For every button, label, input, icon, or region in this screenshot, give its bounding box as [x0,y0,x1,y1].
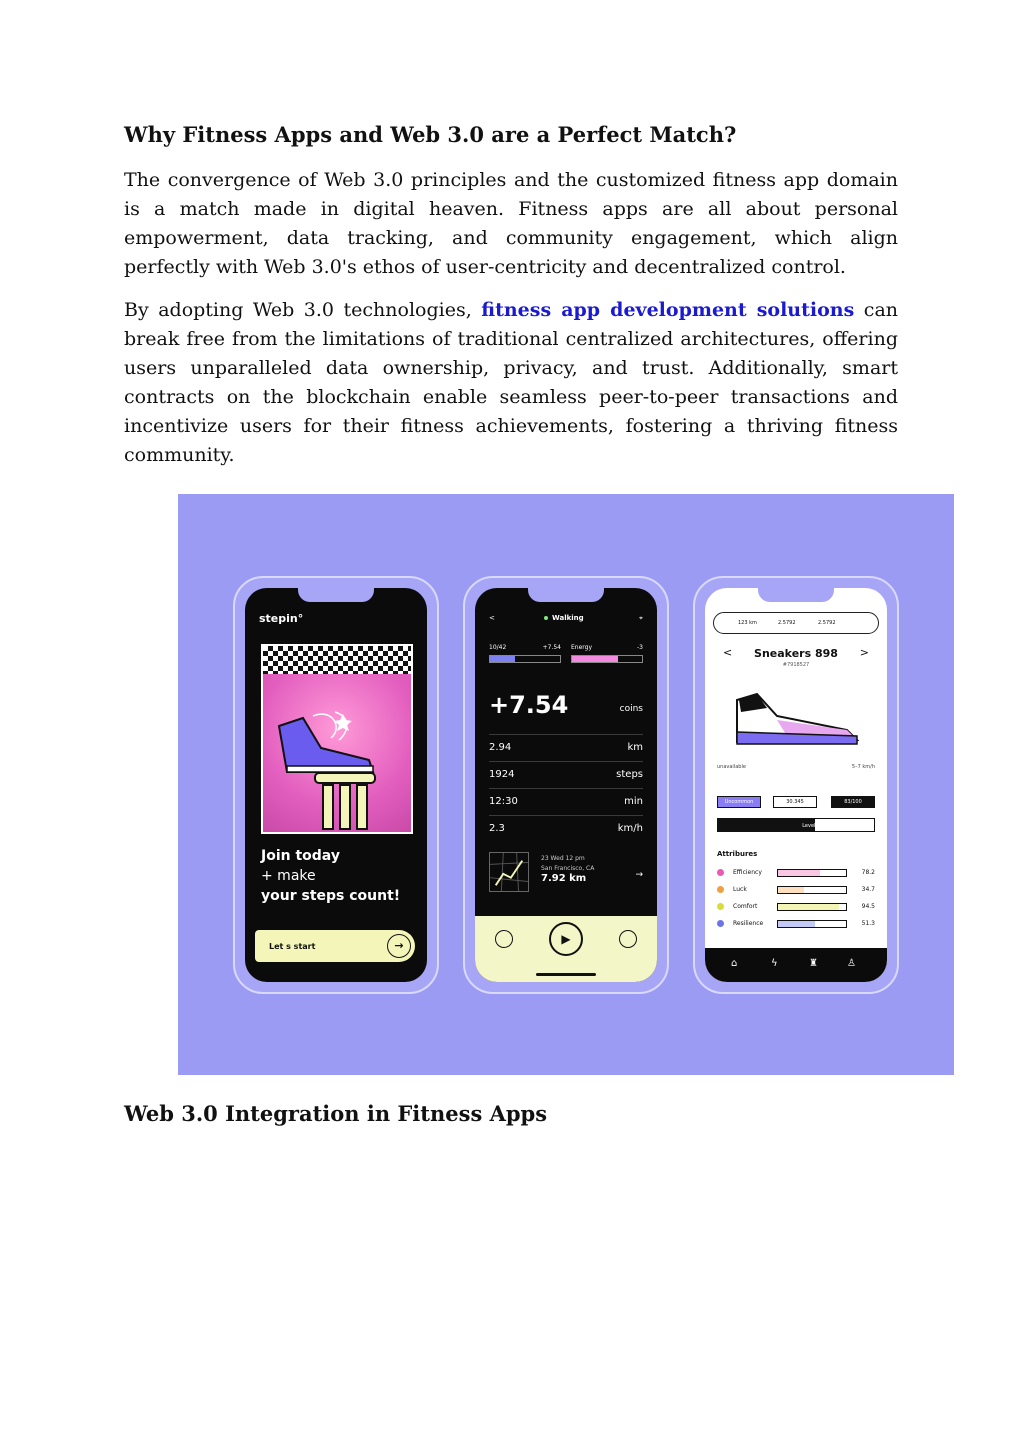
phone-notch [758,588,834,602]
lets-start-button[interactable] [255,930,415,962]
energy-stat-label: Energy [571,644,593,651]
target-icon[interactable] [495,930,513,948]
attribute-name: Efficiency [733,869,762,876]
attribute-row [717,919,875,929]
resilience-icon [717,920,724,927]
energy-stat [571,644,643,663]
next-sneaker-icon[interactable]: > [859,646,869,659]
attribute-name: Comfort [733,903,758,910]
section-heading-integration: Web 3.0 Integration in Fitness Apps [124,1101,548,1126]
route-map-icon [489,852,529,892]
availability-label: unavailable [717,764,746,770]
fitness-app-development-link[interactable]: fitness app development solutions [481,299,855,321]
metric-row [489,734,643,761]
market-tab-icon[interactable]: ♜ [809,958,818,969]
join-headline [261,846,400,906]
shoe-stat-label: 10/42 [489,644,507,651]
attribute-fill [778,921,815,927]
metric-row [489,788,643,815]
sneaker-id: #7918527 [782,662,810,668]
attribute-value: 94.5 [861,903,875,910]
attribute-value: 51.3 [861,920,875,927]
rarity-badge: Uncommon [717,796,761,808]
coins-value: +7.54 [489,691,569,719]
metric-unit: steps [616,769,643,780]
walking-controls [475,916,657,982]
shoe-stat-delta: +7.54 [542,644,561,651]
sneaker-image [727,680,867,750]
onboarding-screen [245,588,427,982]
route-distance: 7.92 km [541,873,587,884]
walking-mode-label: Walking [544,614,584,622]
paragraph-convergence: The convergence of Web 3.0 principles and the customized fitness app domain is a match made in digital heaven. Fitness apps are all about personal empowerment, data tracking, and community engagement, which align perfectly with Web 3.0's ethos of user-centricity and decentralized control. [124,169,898,278]
attribute-track [777,903,847,911]
route-arrow-icon[interactable]: → [635,870,643,880]
metric-value: 2.94 [489,742,512,753]
app-logo: stepin° [259,612,304,625]
durability-badge: 83/100 [831,796,875,808]
join-line: Join today [261,848,340,864]
play-button[interactable]: ▶ [549,922,583,956]
energy-tab-icon[interactable]: ϟ [771,958,778,969]
metric-value: 2.3 [489,823,505,834]
comfort-icon [717,903,724,910]
phone-onboarding [233,576,439,994]
level-fill [718,819,815,831]
sneaker-tags [717,796,875,808]
attribute-track [777,920,847,928]
route-date: 23 Wed 12 pm [541,855,585,862]
prev-sneaker-icon[interactable]: < [723,646,733,659]
home-tab-icon[interactable]: ⌂ [731,958,738,969]
metric-unit: km/h [617,823,643,834]
phone-walking [463,576,669,994]
paragraph-adopting [124,296,898,470]
attribute-name: Resilience [733,920,764,927]
steps-line: your steps count! [261,888,401,904]
energy-stat-bar [571,655,643,663]
make-line: + make [261,868,316,884]
sneaker-icon [273,708,383,778]
route-city: San Francisco, CA [541,865,595,872]
fitness-app-illustration [178,494,954,1075]
attribute-fill [778,904,839,910]
attribute-track [777,886,847,894]
attribute-row [717,902,875,912]
stats-icon[interactable] [619,930,637,948]
shoe-stat [489,644,561,663]
phone-sneaker-detail [693,576,899,994]
sneaker-screen [705,588,887,982]
attribute-row [717,885,875,895]
attribute-track [777,869,847,877]
level-bar [717,818,875,832]
phone-notch [528,588,604,602]
pillar-icon [313,771,377,831]
paragraph-adopting-start: By adopting Web 3.0 technologies, [124,299,482,321]
level-label: Level 12 [802,823,824,829]
wallet-balance-green: 2.5792 [818,620,836,626]
metric-row [489,761,643,788]
profile-tab-icon[interactable]: ♙ [847,958,856,969]
attribute-value: 34.7 [861,886,875,893]
back-icon[interactable]: < [489,614,495,622]
arrow-right-icon: → [387,934,411,958]
wallet-balance-pink: 2.5792 [778,620,796,626]
settings-icon[interactable]: ⌖ [639,614,643,622]
speed-range: 5–7 km/h [851,764,875,770]
efficiency-icon [717,869,724,876]
shoe-stat-fill [490,656,515,662]
sneaker-artwork [261,644,413,834]
coins-label: coins [619,704,643,714]
bottom-tab-bar [705,948,887,982]
wallet-bar [713,612,879,634]
metric-unit: min [624,796,643,807]
attributes-heading: Attribures [717,850,758,858]
metric-value: 1924 [489,769,515,780]
walking-screen [475,588,657,982]
price-badge: 30.345 [773,796,817,808]
attribute-row [717,868,875,878]
home-indicator [536,973,596,976]
metric-row [489,815,643,842]
shoe-stat-bar [489,655,561,663]
checkerboard-pattern [263,646,411,674]
attribute-value: 78.2 [861,869,875,876]
attribute-fill [778,887,804,893]
sneaker-title: Sneakers 898 [754,647,838,660]
attribute-name: Luck [733,886,747,893]
energy-stat-delta: -3 [637,644,643,651]
lets-start-label: Let s start [269,942,316,951]
wallet-distance: 123 km [738,620,757,626]
phone-notch [298,588,374,602]
metric-unit: km [627,742,643,753]
paragraph-adopting-end: can break free from the limitations of traditional centralized architectures, offering users unparalleled data ownership, privacy, and trust. Additionally, smart contracts on the blockchain enable seamless peer-to-peer transactions and incentivize users for their fitness achievements, fostering a thriving fitness community. [124,299,899,466]
energy-stat-fill [572,656,618,662]
route-location [541,854,594,884]
luck-icon [717,886,724,893]
attribute-fill [778,870,820,876]
metric-value: 12:30 [489,796,518,807]
section-heading-why: Why Fitness Apps and Web 3.0 are a Perfect Match? [124,122,737,147]
